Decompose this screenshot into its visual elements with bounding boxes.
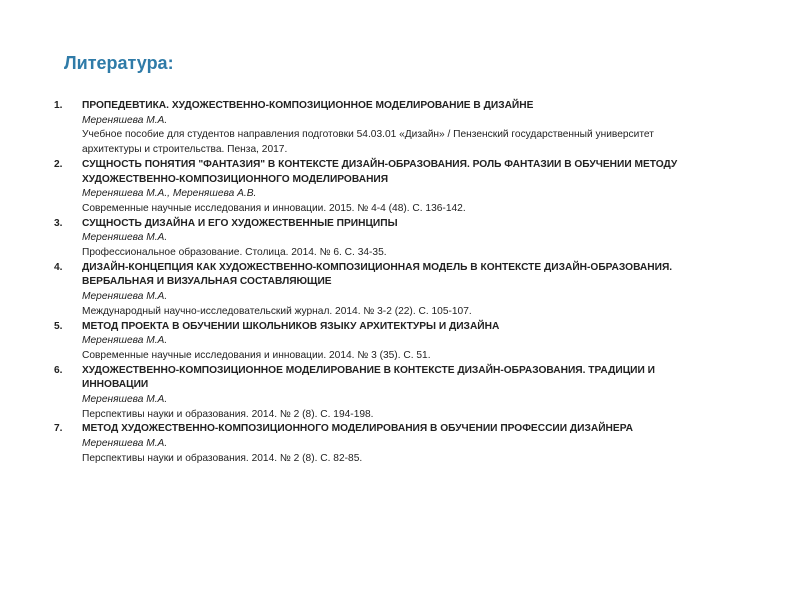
- reference-item-2: [54, 158, 714, 217]
- reference-title: МЕТОД ПРОЕКТА В ОБУЧЕНИИ ШКОЛЬНИКОВ ЯЗЫКУ АРХИТЕКТУРЫ И ДИЗАЙНА: [82, 320, 500, 332]
- reference-number: 3.: [54, 217, 63, 229]
- reference-number: 5.: [54, 320, 63, 332]
- reference-author: Мереняшева М.А.: [82, 291, 168, 303]
- reference-source: Современные научные исследования и инновации. 2015. № 4-4 (48). С. 136-142.: [82, 202, 466, 214]
- reference-item-4: [54, 261, 714, 320]
- reference-source: Международный научно-исследовательский журнал. 2014. № 3-2 (22). С. 105-107.: [82, 305, 472, 317]
- reference-list: [54, 99, 714, 467]
- reference-item-3: [54, 217, 714, 261]
- page-title: Литература:: [64, 53, 174, 73]
- reference-item-7: [54, 422, 714, 466]
- reference-item-5: [54, 320, 714, 364]
- reference-author: Мереняшева М.А.: [82, 114, 168, 126]
- reference-source: Перспективы науки и образования. 2014. № 2 (8). С. 194-198.: [82, 408, 374, 420]
- reference-item-1: [54, 99, 714, 158]
- reference-item-6: [54, 364, 714, 423]
- reference-number: 2.: [54, 158, 63, 170]
- reference-title: ПРОПЕДЕВТИКА. ХУДОЖЕСТВЕННО-КОМПОЗИЦИОННОЕ МОДЕЛИРОВАНИЕ В ДИЗАЙНЕ: [82, 100, 534, 111]
- reference-number: 1.: [54, 100, 63, 111]
- reference-author: Мереняшева М.А.: [82, 438, 168, 450]
- reference-author: Мереняшева М.А.: [82, 394, 168, 406]
- reference-source: Перспективы науки и образования. 2014. № 2 (8). С. 82-85.: [82, 452, 363, 464]
- reference-number: 7.: [54, 423, 63, 435]
- reference-title: СУЩНОСТЬ ДИЗАЙНА И ЕГО ХУДОЖЕСТВЕННЫЕ ПРИНЦИПЫ: [82, 217, 398, 229]
- reference-number: 4.: [54, 261, 63, 273]
- reference-title: СУЩНОСТЬ ПОНЯТИЯ "ФАНТАЗИЯ" В КОНТЕКСТЕ ДИЗАЙН-ОБРАЗОВАНИЯ. РОЛЬ ФАНТАЗИИ В ОБУЧЕНИИ МЕТОДУ ХУДОЖЕСТВЕННО-КОМПОЗИЦИОННОГО МОДЕЛИРОВАНИЯ: [82, 158, 678, 185]
- reference-source: Учебное пособие для студентов направления подготовки 54.03.01 «Дизайн» / Пензенский государственный университет архитектуры и строительства. Пенза, 2017.: [82, 129, 654, 156]
- reference-author: Мереняшева М.А.: [82, 335, 168, 347]
- reference-author: Мереняшева М.А.: [82, 232, 168, 244]
- reference-number: 6.: [54, 364, 63, 376]
- reference-source: Современные научные исследования и инновации. 2014. № 3 (35). С. 51.: [82, 349, 431, 361]
- reference-title: МЕТОД ХУДОЖЕСТВЕННО-КОМПОЗИЦИОННОГО МОДЕЛИРОВАНИЯ В ОБУЧЕНИИ ПРОФЕССИИ ДИЗАЙНЕРА: [82, 423, 633, 435]
- reference-author: Мереняшева М.А., Мереняшева А.В.: [82, 188, 257, 200]
- reference-source: Профессиональное образование. Столица. 2014. № 6. С. 34-35.: [82, 247, 387, 259]
- reference-title: ХУДОЖЕСТВЕННО-КОМПОЗИЦИОННОЕ МОДЕЛИРОВАНИЕ В КОНТЕКСТЕ ДИЗАЙН-ОБРАЗОВАНИЯ. ТРАДИЦИИ И ИННОВАЦИИ: [82, 364, 655, 391]
- reference-title: ДИЗАЙН-КОНЦЕПЦИЯ КАК ХУДОЖЕСТВЕННО-КОМПОЗИЦИОННАЯ МОДЕЛЬ В КОНТЕКСТЕ ДИЗАЙН-ОБРАЗОВАНИЯ. ВЕРБАЛЬНАЯ И ВИЗУАЛЬНАЯ СОСТАВЛЯЮЩИЕ: [82, 261, 673, 288]
